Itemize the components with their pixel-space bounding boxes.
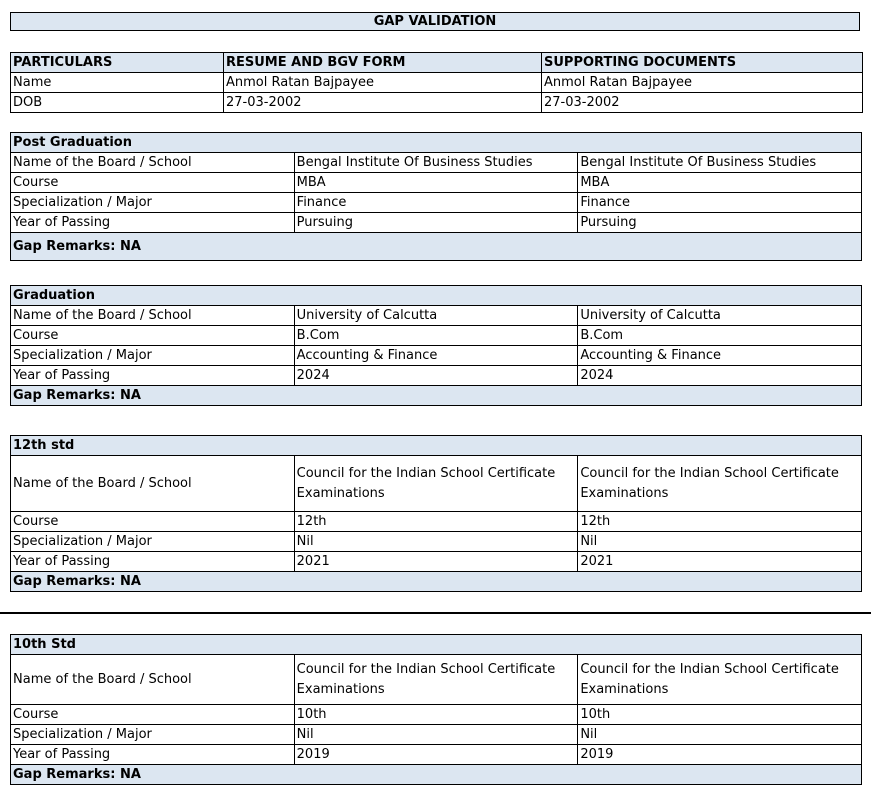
row-label: Name of the Board / School [11, 655, 295, 705]
resume-value: 10th [294, 705, 578, 725]
resume-value: 12th [294, 512, 578, 532]
section-graduation [10, 285, 862, 406]
section-heading-row [11, 436, 862, 456]
row-label: Course [11, 173, 295, 193]
section-heading: Post Graduation [11, 133, 862, 153]
row-label: Year of Passing [11, 552, 295, 572]
row-label: Specialization / Major [11, 532, 295, 552]
docs-value: 2019 [578, 745, 862, 765]
resume-value: Anmol Ratan Bajpayee [224, 73, 542, 93]
docs-value: 27-03-2002 [542, 93, 863, 113]
section-post-graduation [10, 132, 862, 261]
docs-value: Finance [578, 193, 862, 213]
table-row [11, 366, 862, 386]
section-heading: 10th Std [11, 635, 862, 655]
table-row [11, 456, 862, 512]
col-header-resume: RESUME AND BGV FORM [224, 53, 542, 73]
resume-value: B.Com [294, 326, 578, 346]
row-label: Name of the Board / School [11, 456, 295, 512]
table-row [11, 705, 862, 725]
docs-value: Nil [578, 725, 862, 745]
gap-remarks-row [11, 765, 862, 785]
docs-value: 2024 [578, 366, 862, 386]
col-header-docs: SUPPORTING DOCUMENTS [542, 53, 863, 73]
row-label: Year of Passing [11, 745, 295, 765]
table-row [11, 346, 862, 366]
docs-value: Council for the Indian School Certificate Examinations [578, 456, 862, 512]
gap-remarks-row [11, 233, 862, 261]
table-row [11, 532, 862, 552]
docs-value: University of Calcutta [578, 306, 862, 326]
gap-remarks: Gap Remarks: NA [11, 765, 862, 785]
resume-value: Council for the Indian School Certificate Examinations [294, 655, 578, 705]
table-row [11, 655, 862, 705]
section-heading-row [11, 286, 862, 306]
docs-value: Anmol Ratan Bajpayee [542, 73, 863, 93]
row-label: Name of the Board / School [11, 306, 295, 326]
page-divider [0, 612, 871, 614]
table-row [11, 326, 862, 346]
resume-value: Council for the Indian School Certificate Examinations [294, 456, 578, 512]
row-label: Course [11, 705, 295, 725]
row-label: Course [11, 512, 295, 532]
row-label: Specialization / Major [11, 725, 295, 745]
resume-value: Nil [294, 532, 578, 552]
particulars-table [10, 52, 863, 113]
page-title: GAP VALIDATION [10, 12, 860, 31]
row-label: Course [11, 326, 295, 346]
docs-value: Accounting & Finance [578, 346, 862, 366]
resume-value: Nil [294, 725, 578, 745]
section-heading-row [11, 635, 862, 655]
resume-value: 2019 [294, 745, 578, 765]
gap-remarks: Gap Remarks: NA [11, 386, 862, 406]
docs-value: B.Com [578, 326, 862, 346]
row-label: Year of Passing [11, 213, 295, 233]
docs-value: Bengal Institute Of Business Studies [578, 153, 862, 173]
docs-value: 2021 [578, 552, 862, 572]
resume-value: 2024 [294, 366, 578, 386]
docs-value: Pursuing [578, 213, 862, 233]
table-header-row [11, 53, 863, 73]
gap-remarks-row [11, 386, 862, 406]
col-header-particulars: PARTICULARS [11, 53, 224, 73]
table-row [11, 93, 863, 113]
table-row [11, 745, 862, 765]
row-label: Specialization / Major [11, 346, 295, 366]
docs-value: 12th [578, 512, 862, 532]
section-heading: Graduation [11, 286, 862, 306]
resume-value: Bengal Institute Of Business Studies [294, 153, 578, 173]
table-row [11, 153, 862, 173]
table-row [11, 306, 862, 326]
row-label: Name of the Board / School [11, 153, 295, 173]
section-heading: 12th std [11, 436, 862, 456]
docs-value: Council for the Indian School Certificate Examinations [578, 655, 862, 705]
section-10th-std [10, 634, 862, 785]
docs-value: 10th [578, 705, 862, 725]
section-12th-std [10, 435, 862, 592]
row-label: Name [11, 73, 224, 93]
section-heading-row [11, 133, 862, 153]
gap-remarks-row [11, 572, 862, 592]
resume-value: Finance [294, 193, 578, 213]
table-row [11, 73, 863, 93]
row-label: DOB [11, 93, 224, 113]
table-row [11, 213, 862, 233]
table-row [11, 512, 862, 532]
gap-remarks: Gap Remarks: NA [11, 572, 862, 592]
resume-value: Accounting & Finance [294, 346, 578, 366]
gap-remarks: Gap Remarks: NA [11, 233, 862, 261]
row-label: Year of Passing [11, 366, 295, 386]
table-row [11, 193, 862, 213]
resume-value: 27-03-2002 [224, 93, 542, 113]
resume-value: University of Calcutta [294, 306, 578, 326]
table-row [11, 173, 862, 193]
docs-value: Nil [578, 532, 862, 552]
row-label: Specialization / Major [11, 193, 295, 213]
table-row [11, 725, 862, 745]
table-row [11, 552, 862, 572]
docs-value: MBA [578, 173, 862, 193]
resume-value: 2021 [294, 552, 578, 572]
resume-value: Pursuing [294, 213, 578, 233]
resume-value: MBA [294, 173, 578, 193]
